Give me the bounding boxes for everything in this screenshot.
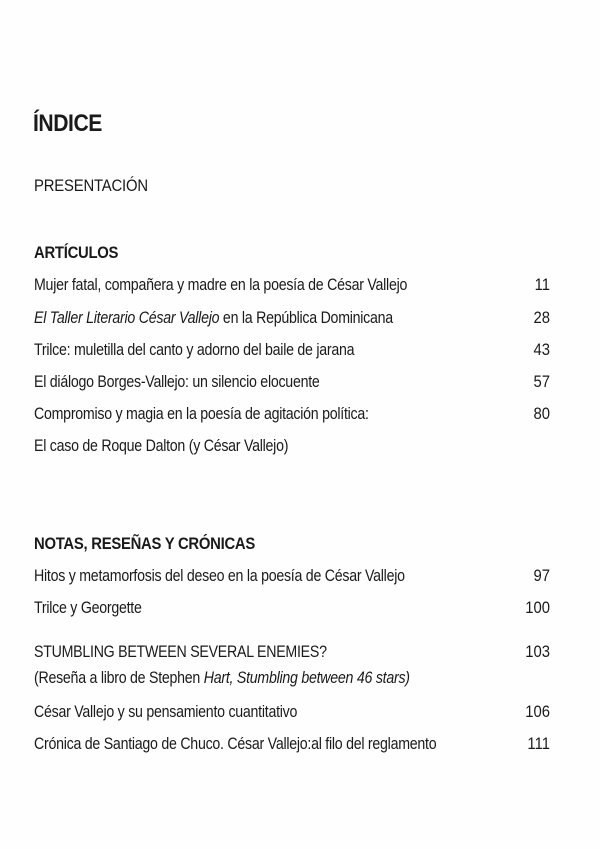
toc-entry-italic: Hart, Stumbling between 46 stars): [203, 669, 410, 687]
toc-entry-text: STUMBLING BETWEEN SEVERAL ENEMIES?: [34, 643, 327, 661]
toc-entry-page: 43: [533, 341, 550, 359]
notas-heading: NOTAS, RESEÑAS Y CRÓNICAS: [34, 535, 255, 553]
toc-entry-page: 100: [525, 599, 550, 617]
toc-entry-text: Mujer fatal, compañera y madre en la poesía de César Vallejo: [34, 276, 408, 294]
toc-entry-text: El diálogo Borges-Vallejo: un silencio elocuente: [34, 373, 320, 391]
toc-entry-text: César Vallejo y su pensamiento cuantitativo: [34, 703, 298, 721]
toc-entry-page: 97: [533, 567, 550, 585]
toc-entry-page: 80: [533, 405, 550, 423]
toc-entry-text: Trilce y Georgette: [34, 599, 142, 617]
toc-entry-page: 28: [533, 309, 550, 327]
toc-entry-page: 106: [525, 703, 550, 721]
toc-entry-text: Trilce: muletilla del canto y adorno del baile de jarana: [34, 341, 355, 359]
toc-entry-page: 111: [527, 735, 550, 753]
toc-entry-page: 57: [533, 373, 550, 391]
toc-entry-italic: El Taller Literario César Vallejo: [34, 309, 220, 327]
articulos-heading: ARTÍCULOS: [34, 244, 119, 262]
toc-entry-text: [34, 669, 410, 688]
toc-entry-text: Compromiso y magia en la poesía de agitación política:: [34, 405, 369, 423]
toc-entry-page: 11: [534, 276, 550, 294]
toc-entry-page: 103: [525, 643, 550, 661]
toc-entry-text: El caso de Roque Dalton (y César Vallejo): [34, 437, 289, 455]
toc-entry-text: [34, 309, 393, 328]
toc-entry-rest: en la República Dominicana: [219, 309, 393, 327]
toc-entry-text: Crónica de Santiago de Chuco. César Vallejo:al filo del reglamento: [34, 735, 437, 753]
presentacion-entry: PRESENTACIÓN: [34, 177, 148, 195]
toc-entry-prefix: (Reseña a libro de Stephen: [34, 669, 204, 687]
page-title: ÍNDICE: [33, 110, 102, 137]
toc-entry-text: Hitos y metamorfosis del deseo en la poesía de César Vallejo: [34, 567, 405, 585]
